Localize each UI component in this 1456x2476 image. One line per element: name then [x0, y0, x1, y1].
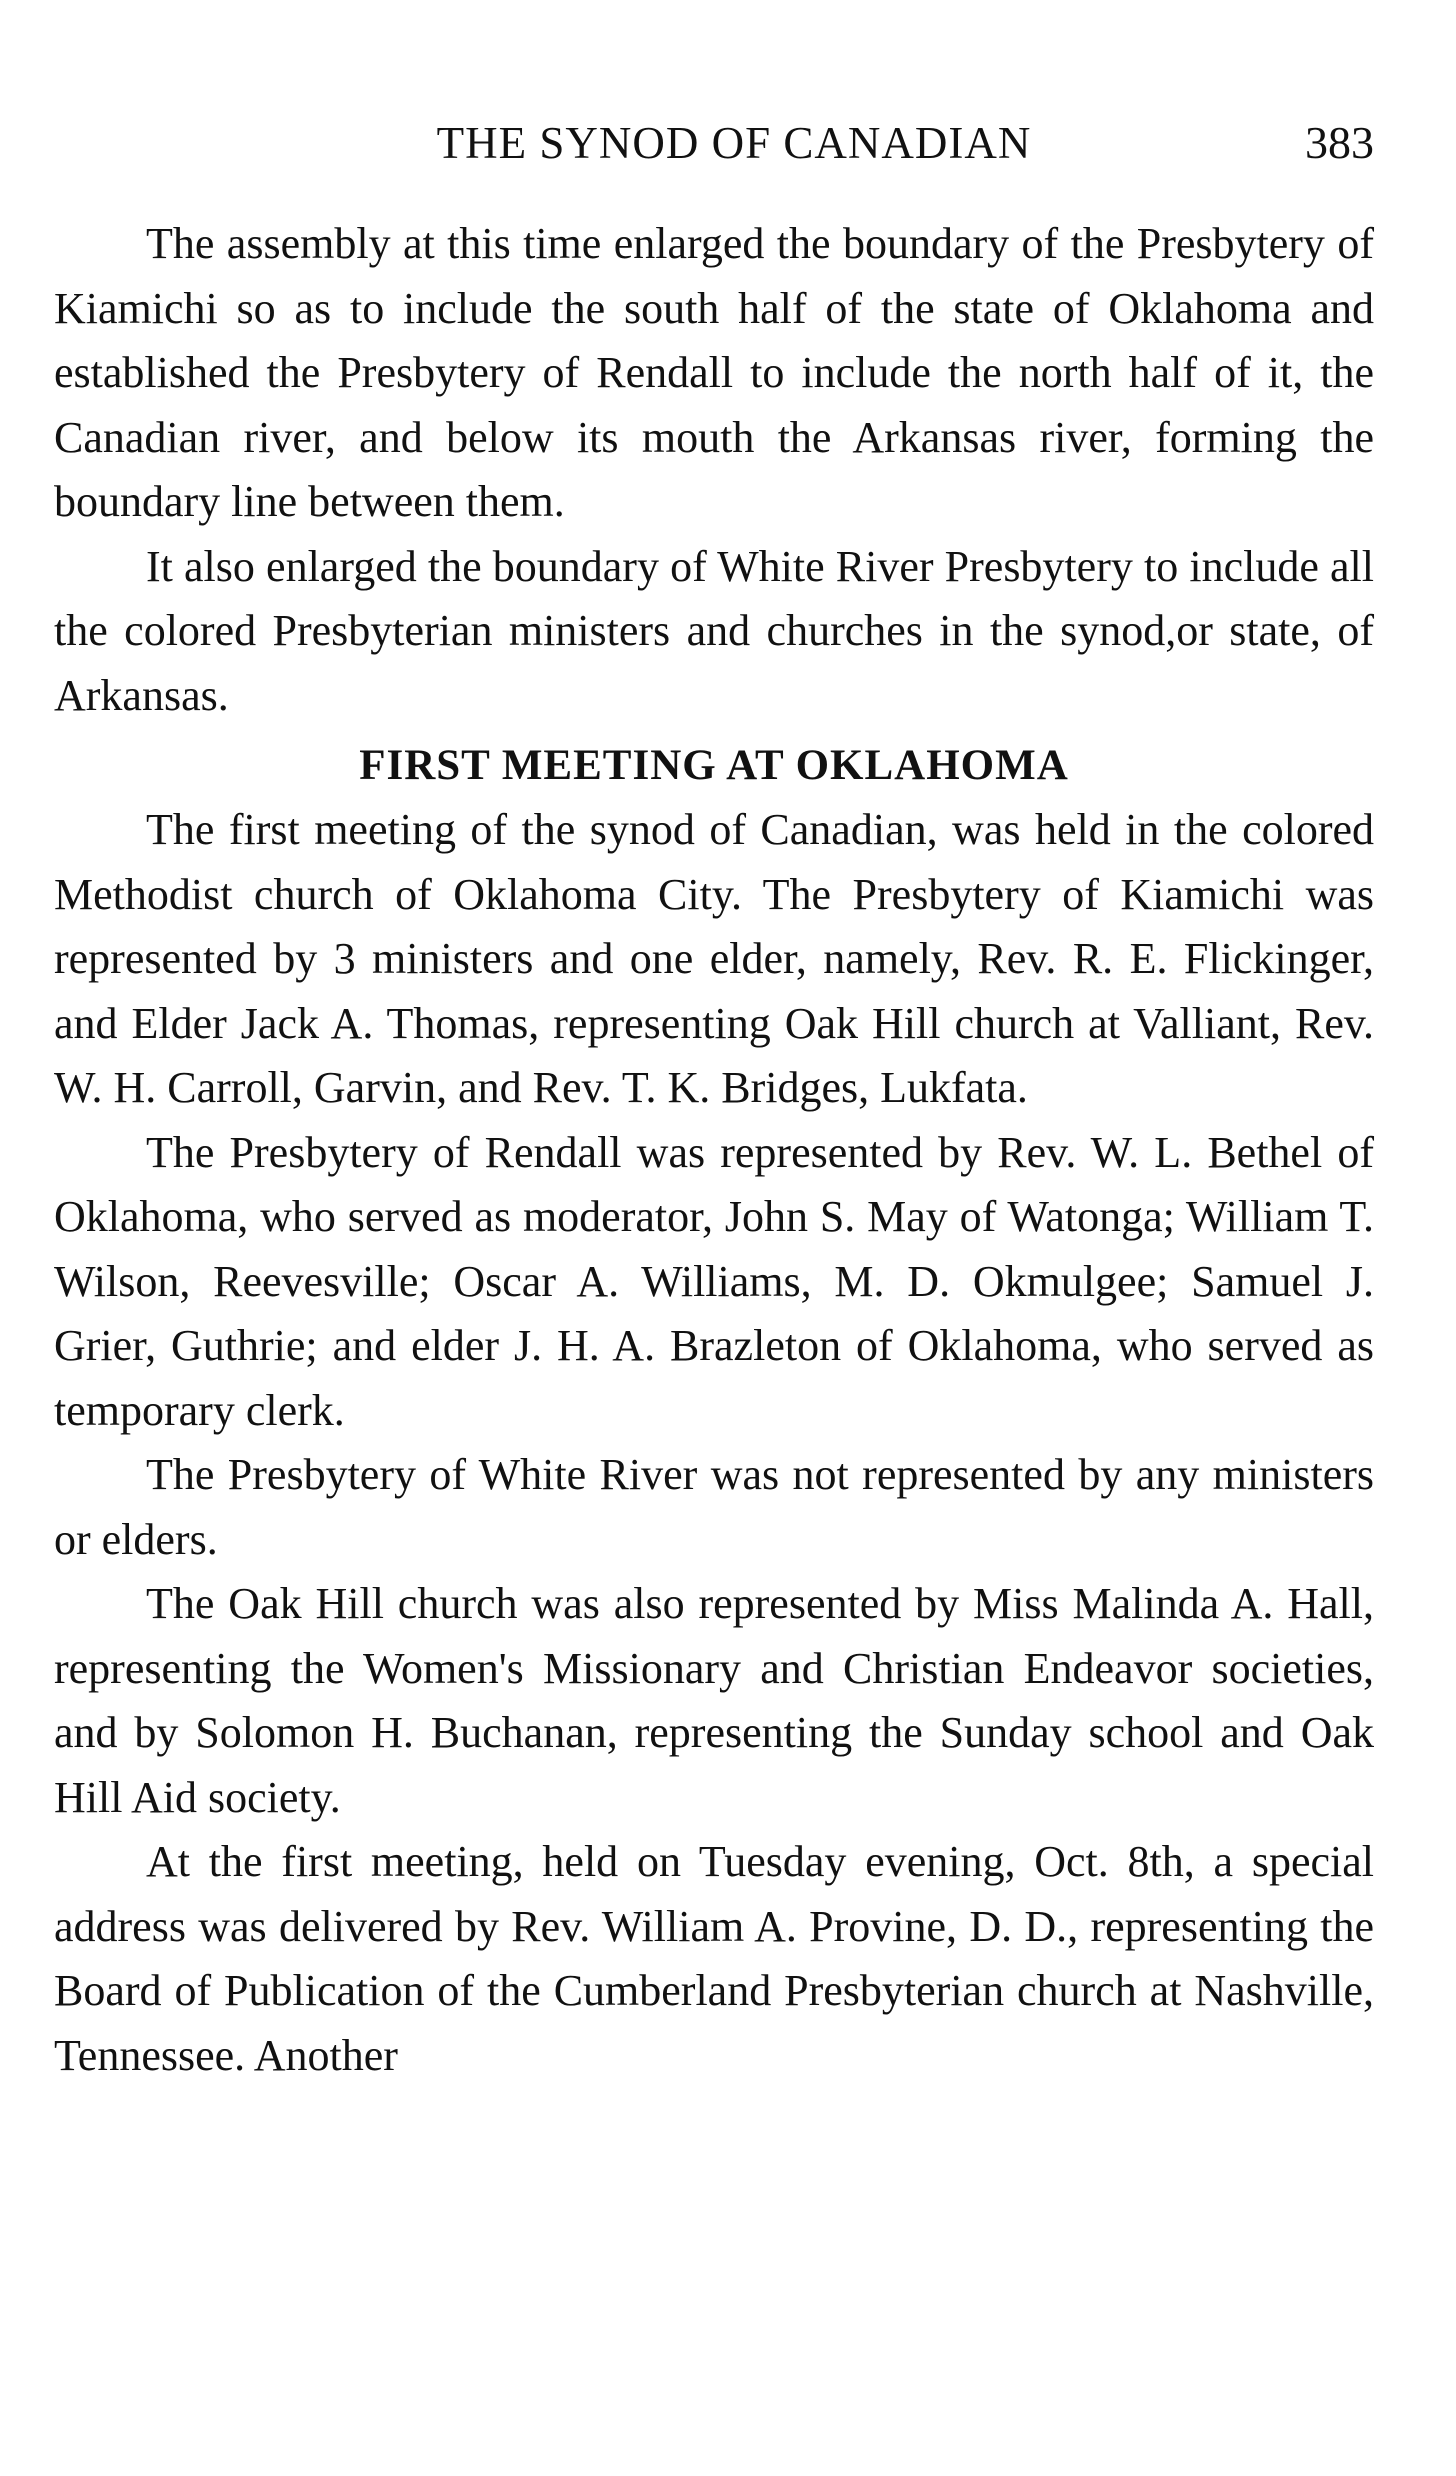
paragraph-rendall-representation: The Presbytery of Rendall was represented by Rev. W. L. Bethel of Oklahoma, who served as moderator, John S. May of Watonga; William T. Wilson, Reevesville; Oscar A. Williams, M. D. Okmulgee; Samuel J. Grier, Guthrie; and elder J. H. A. Brazleton of Oklahoma, who served as temporary clerk.	[54, 1127, 1374, 1435]
paragraph-special-address: At the first meeting, held on Tuesday evening, Oct. 8th, a special address was delivered by Rev. William A. Provine, D. D., representing the Board of Publication of the Cumberland Presbyterian church at Nashville, Tennessee. Another	[54, 1837, 1374, 2080]
page-body	[54, 212, 1374, 2088]
paragraph-white-river-absent: The Presbytery of White River was not represented by any ministers or elders.	[54, 1450, 1374, 1564]
page-header	[54, 108, 1374, 178]
paragraph-white-river-boundary: It also enlarged the boundary of White River Presbytery to include all the colored Presbyterian ministers and churches in the synod,or state, of Arkansas.	[54, 541, 1374, 720]
page-number: 383	[1305, 117, 1374, 168]
paragraph-assembly-boundary: The assembly at this time enlarged the boundary of the Presbytery of Kiamichi so as to include the south half of the state of Oklahoma and established the Presbytery of Rendall to include the north half of it, the Canadian river, and below its mouth the Arkansas river, forming the boundary line between them.	[54, 219, 1374, 526]
paragraph-first-meeting: The first meeting of the synod of Canadian, was held in the colored Methodist church of Oklahoma City. The Presbytery of Kiamichi was represented by 3 ministers and one elder, namely, Rev. R. E. Flickinger, and Elder Jack A. Thomas, representing Oak Hill church at Valliant, Rev. W. H. Carroll, Garvin, and Rev. T. K. Bridges, Lukfata.	[54, 805, 1374, 1112]
paragraph-oak-hill-representation: The Oak Hill church was also represented by Miss Malinda A. Hall, representing the Women's Missionary and Christian Endeavor societies, and by Solomon H. Buchanan, representing the Sunday school and Oak Hill Aid society.	[54, 1579, 1374, 1822]
running-head: THE SYNOD OF CANADIAN	[436, 118, 1032, 168]
section-heading: FIRST MEETING AT OKLAHOMA	[359, 742, 1069, 789]
